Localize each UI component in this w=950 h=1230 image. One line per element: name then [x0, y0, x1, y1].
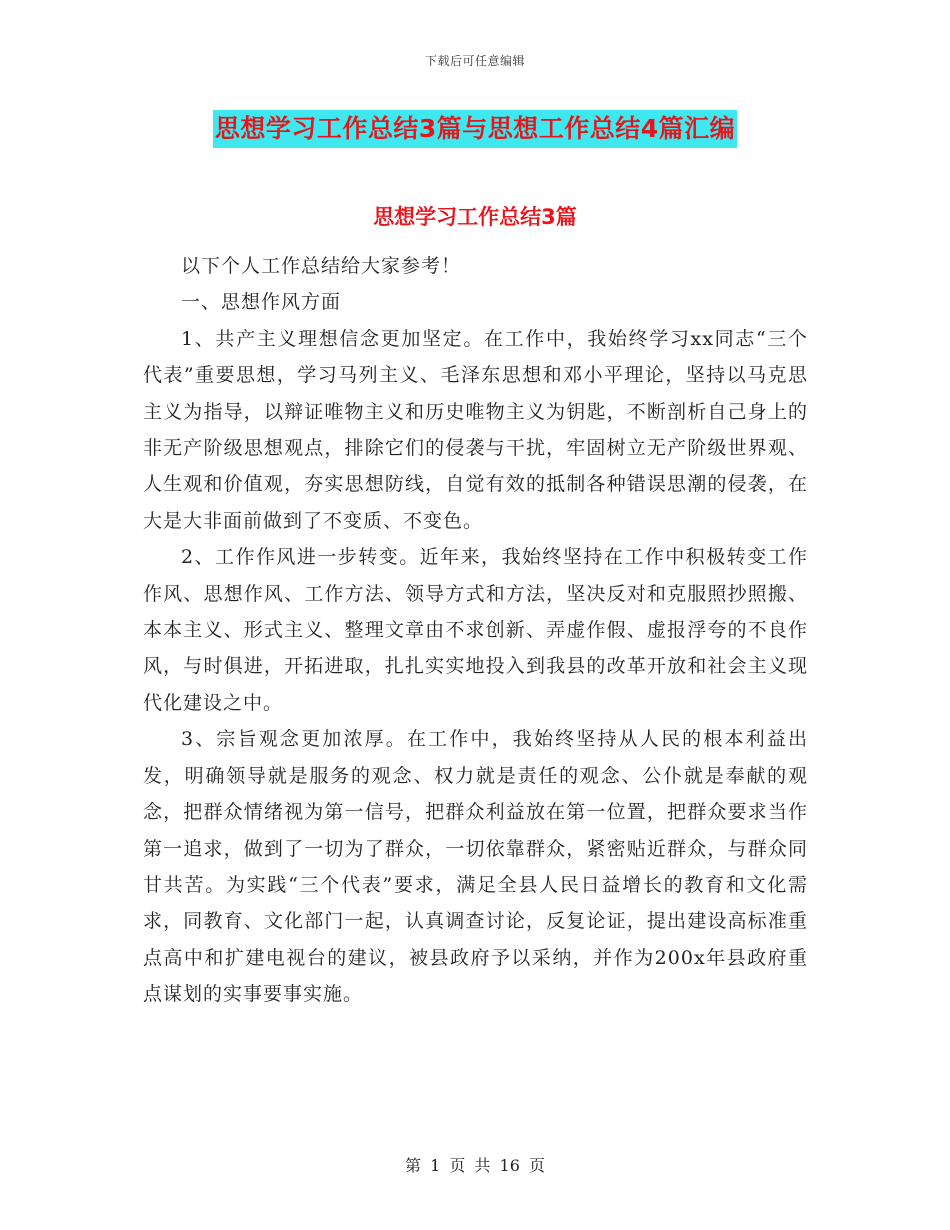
- page-number-footer: 第 1 页 共 16 页: [405, 1156, 545, 1175]
- main-title-container: [0, 110, 950, 148]
- paragraph-3: 3、宗旨观念更加浓厚。在工作中，我始终坚持从人民的根本利益出发，明确领导就是服务的观念、权力就是责任的观念、公仆就是奉献的观念，把群众情绪视为第一信号，把群众利益放在第一位置，把群众要求当作第一追求，做到了一切为了群众，一切依靠群众，紧密贴近群众，与群众同甘共苦。为实践“三个代表”要求，满足全县人民日益增长的教育和文化需求，同教育、文化部门一起，认真调查讨论，反复论证，提出建设高标准重点高中和扩建电视台的建议，被县政府予以采纳，并作为200x年县政府重点谋划的实事要事实施。: [143, 728, 808, 1006]
- paragraph-2: 2、工作作风进一步转变。近年来，我始终坚持在工作中积极转变工作作风、思想作风、工作方法、领导方式和方法，坚决反对和克服照抄照搬、本本主义、形式主义、整理文章由不求创新、弄虚作假、虚报浮夸的不良作风，与时俱进，开拓进取，扎扎实实地投入到我县的改革开放和社会主义现代化建设之中。: [143, 546, 808, 714]
- section-heading-thought-style: 一、思想作风方面: [181, 291, 342, 314]
- intro-paragraph: 以下个人工作总结给大家参考！: [181, 255, 462, 277]
- main-title: 思想学习工作总结3篇与思想工作总结4篇汇编: [213, 110, 737, 148]
- section-title: 思想学习工作总结3篇: [373, 205, 577, 229]
- document-body: [143, 248, 808, 1013]
- paragraph-1: 1、共产主义理想信念更加坚定。在工作中，我始终学习xx同志“三个代表”重要思想，学习马列主义、毛泽东思想和邓小平理论，坚持以马克思主义为指导，以辩证唯物主义和历史唯物主义为钥匙，不断剖析自己身上的非无产阶级思想观点，排除它们的侵袭与干扰，牢固树立无产阶级世界观、人生观和价值观，夯实思想防线，自觉有效的抵制各种错误思潮的侵袭，在大是大非面前做到了不变质、不变色。: [143, 327, 808, 532]
- page-header-note: 下载后可任意编辑: [424, 54, 525, 68]
